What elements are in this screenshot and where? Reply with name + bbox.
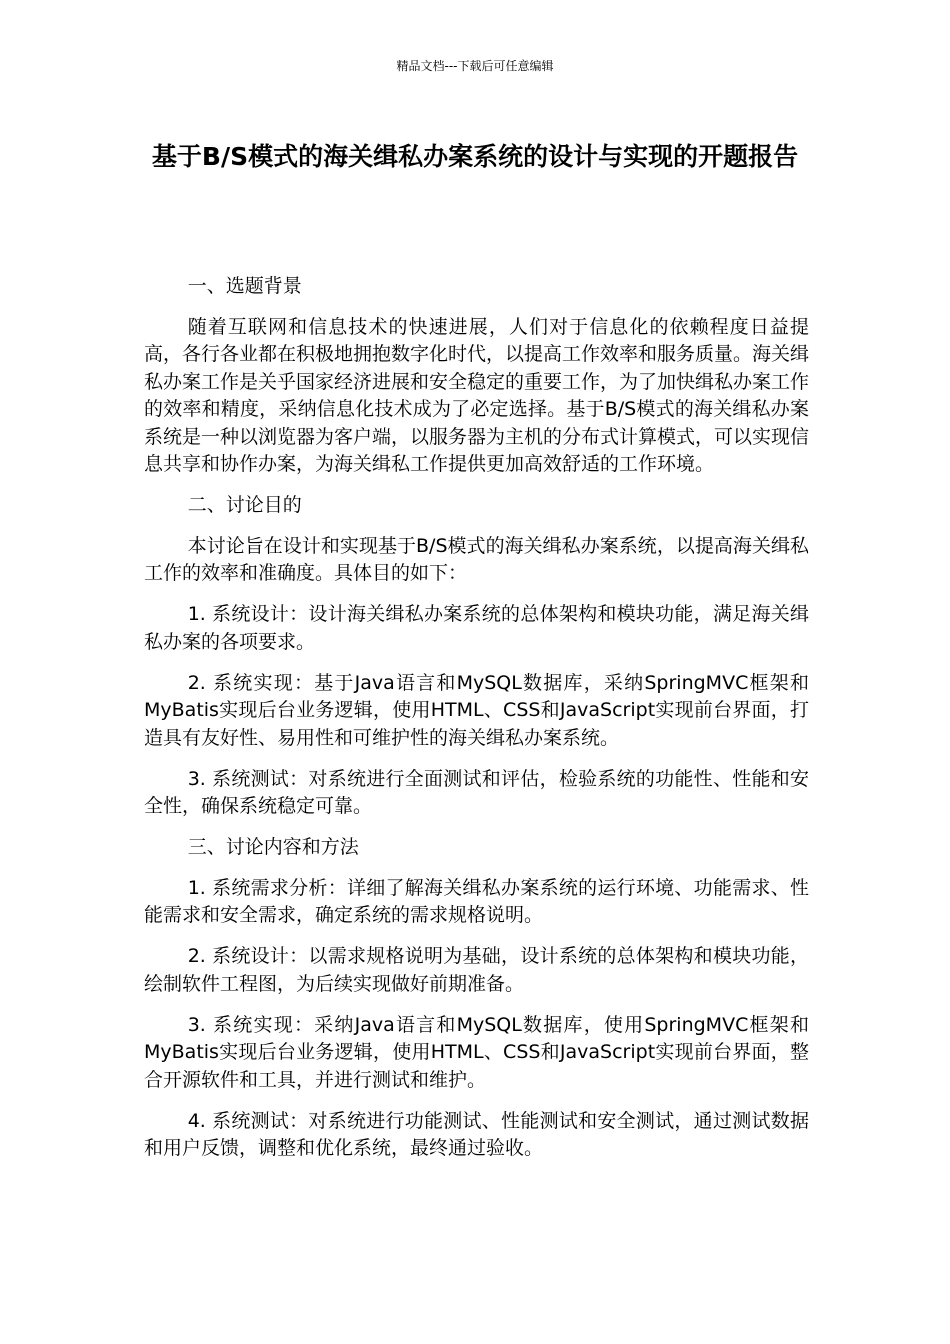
list-item: 1. 系统需求分析：详细了解海关缉私办案系统的运行环境、功能需求、性能需求和安全需求，确定系统的需求规格说明。	[144, 876, 809, 926]
document-title: 基于B/S模式的海关缉私办案系统的设计与实现的开题报告	[151, 142, 799, 171]
list-item: 2. 系统实现：基于Java语言和MySQL数据库，采纳SpringMVC框架和MyBatis实现后台业务逻辑，使用HTML、CSS和JavaScript实现前台界面，打造具有友好性、易用性和可维护性的海关缉私办案系统。	[144, 671, 809, 749]
page-header: 精品文档---下载后可任意编辑	[396, 59, 554, 73]
paragraph: 随着互联网和信息技术的快速进展，人们对于信息化的依赖程度日益提高，各行各业都在积极地拥抱数字化时代，以提高工作效率和服务质量。海关缉私办案工作是关乎国家经济进展和安全稳定的重要工作，为了加快缉私办案工作的效率和精度，采纳信息化技术成为了必定选择。基于B/S模式的海关缉私办案系统是一种以浏览器为客户端，以服务器为主机的分布式计算模式，可以实现信息共享和协作办案，为海关缉私工作提供更加高效舒适的工作环境。	[144, 315, 810, 475]
section-heading: 一、选题背景	[187, 275, 302, 297]
section-heading: 三、讨论内容和方法	[187, 836, 359, 858]
list-item: 3. 系统实现：采纳Java语言和MySQL数据库，使用SpringMVC框架和MyBatis实现后台业务逻辑，使用HTML、CSS和JavaScript实现前台界面，整合开源软件和工具，并进行测试和维护。	[144, 1013, 809, 1091]
paragraph: 本讨论旨在设计和实现基于B/S模式的海关缉私办案系统，以提高海关缉私工作的效率和准确度。具体目的如下：	[144, 534, 809, 584]
list-item: 1. 系统设计：设计海关缉私办案系统的总体架构和模块功能，满足海关缉私办案的各项要求。	[144, 603, 809, 653]
document-body	[144, 273, 809, 1176]
list-item: 4. 系统测试：对系统进行功能测试、性能测试和安全测试，通过测试数据和用户反馈，调整和优化系统，最终通过验收。	[144, 1109, 809, 1159]
list-item: 3. 系统测试：对系统进行全面测试和评估，检验系统的功能性、性能和安全性，确保系统稳定可靠。	[144, 767, 809, 817]
list-item: 2. 系统设计：以需求规格说明为基础，设计系统的总体架构和模块功能，绘制软件工程图，为后续实现做好前期准备。	[144, 945, 809, 995]
section-heading: 二、讨论目的	[187, 494, 302, 516]
